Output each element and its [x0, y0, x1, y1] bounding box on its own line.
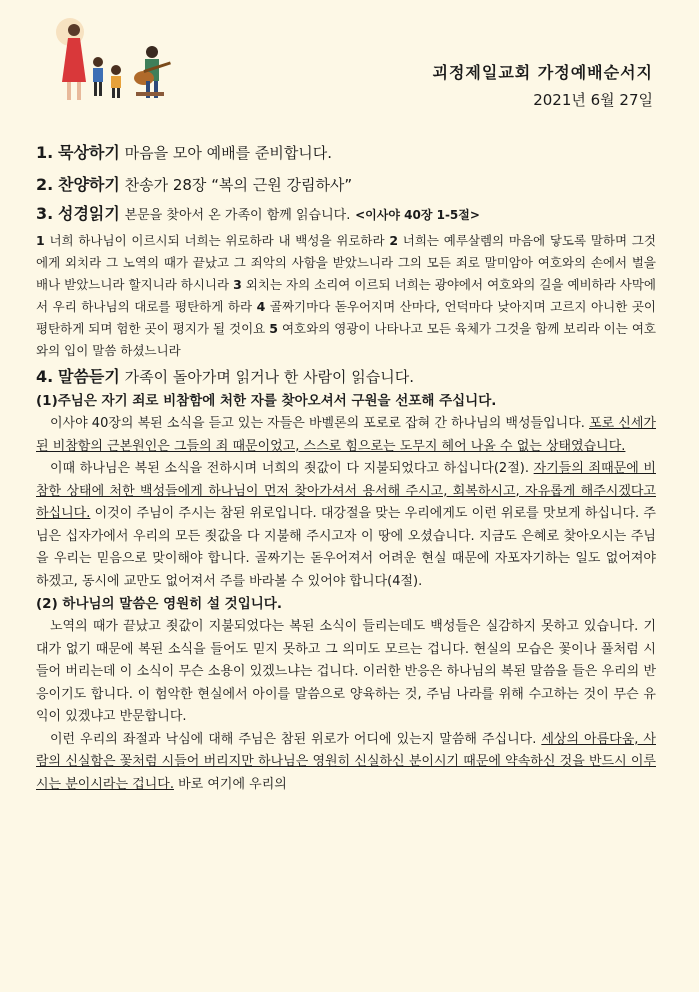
- step-desc: 가족이 돌아가며 읽거나 한 사람이 읽습니다.: [124, 368, 415, 386]
- underlined-text: 포로 신세가 된 비참함의 근본원인은 그들의 죄 때문이었고, 스스로 힘으로는 도무지 헤어 나올 수 없는 상태였습니다.: [36, 416, 656, 454]
- step-title: 성경읽기: [58, 204, 120, 223]
- underlined-text: 세상의 아름다움, 사람의 신실함은 꽃처럼 시들어 버리지만 하나님은 영원히 신실하신 분이시기 때문에 약속하신 것을 반드시 이루시는 분이시라는 겁니다.: [36, 731, 656, 792]
- scripture-reference: <이사야 40장 1-5절>: [355, 208, 480, 222]
- step-desc: 찬송가 28장 “복의 근원 강림하사”: [124, 176, 353, 194]
- church-title: 괴정제일교회 가정예배순서지: [432, 63, 653, 82]
- step-2: 2. 찬양하기 찬송가 28장 “복의 근원 강림하사”: [36, 175, 353, 194]
- sermon-paragraph: 노역의 때가 끝났고 죗값이 지불되었다는 복된 소식이 들리는데도 백성들은 실감하지 못하고 있습니다. 기대가 없기 때문에 복된 소식을 들어도 믿지 못하고 그 의미도 모르는 겁니다. 현실의 모습은 꽃이나 풀처럼 시들어 버리는데 이 소식이 무슨 소용이 있겠느냐는 겁니다. 이러한 반응은 하나님의 복된 말씀을 들은 우리의 반응이기도 합니다. 이 험악한 현실에서 아이를 말씀으로 양육하는 것, 주님 나라를 위해 수고하는 것이 무슨 유익이 있겠냐고 반문합니다.: [36, 619, 656, 724]
- step-title: 말씀듣기: [58, 367, 120, 386]
- main-content: [36, 140, 656, 796]
- underlined-text: 자기들의 죄때문에 비참한 상태에 처한 백성들에게 하나님이 먼저 찾아가셔서 용서해 주시고, 회복하시고, 자유롭게 해주시겠다고 하십니다.: [36, 461, 656, 521]
- sermon-paragraph: 이때 하나님은 복된 소식을 전하시며 너희의 죗값이 다 지불되었다고 하십니다(2절). 자기들의 죄때문에 비참한 상태에 처한 백성들에게 하나님이 먼저 찾아가셔서 용서해 주시고, 회복하시고, 자유롭게 해주시겠다고 하십니다. 이것이 주님이 주시는 참된 위로입니다. 대강절을 맞는 우리에게도 이런 위로를 맛보게 하십니다. 주님은 십자가에서 우리의 모든 죗값을 다 지불해 주시고자 이 땅에 오셨습니다. 지금도 은혜로 찾아오시는 주님을 우리는 믿음으로 맞이해야 합니다. 골짜기는 돋우어져서 어려운 현실 때문에 자포자기하는 일도 없어져야 하겠고, 동시에 교만도 없어져서 주를 바라볼 수 있어야 합니다(4절).: [36, 461, 656, 589]
- scripture-text: 1 너희 하나님이 이르시되 너희는 위로하라 내 백성을 위로하라 2 너희는 예루살렘의 마음에 닿도록 말하며 그것에게 외치라 그 노역의 때가 끝났고 그 죄악의 사함을 받았느니라 그의 모든 죄로 말미암아 여호와의 손에서 벌을 배나 받았느니라 할지니라 하시니라 3 외치는 자의 소리여 이르되 너희는 광야에서 여호와의 길을 예비하라 사막에서 우리 하나님의 대로를 평탄하게 하라 4 골짜기마다 돋우어지며 산마다, 언덕마다 낮아지며 고르지 아니한 곳이 평탄하게 되며 험한 곳이 평지가 될 것이요 5 여호와의 영광이 나타나고 모든 육체가 그것을 함께 보리라 이는 여호와의 입이 말씀 하셨느니라: [36, 233, 657, 358]
- step-desc: 마음을 모아 예배를 준비합니다.: [124, 144, 333, 162]
- step-title: 묵상하기: [58, 143, 120, 162]
- step-1: 1. 묵상하기 마음을 모아 예배를 준비합니다.: [36, 143, 333, 162]
- sermon-paragraph: 이런 우리의 좌절과 낙심에 대해 주님은 참된 위로가 어디에 있는지 말씀해 주십니다. 세상의 아름다움, 사람의 신실함은 꽃처럼 시들어 버리지만 하나님은 영원히 신실하신 분이시기 때문에 약속하신 것을 반드시 이루시는 분이시라는 겁니다. 바로 여기에 우리의: [36, 731, 656, 792]
- service-date: 2021년 6월 27일: [533, 91, 653, 109]
- family-illustration: [40, 12, 200, 112]
- sermon-point-1: (1)주님은 자기 죄로 비참함에 처한 자를 찾아오셔서 구원을 선포해 주십니다.: [36, 393, 497, 409]
- step-3: 3. 성경읽기 본문을 찾아서 온 가족이 함께 읽습니다. <이사야 40장 1-5절>: [36, 204, 480, 223]
- step-4: 4. 말씀듣기 가족이 돌아가며 읽거나 한 사람이 읽습니다.: [36, 367, 415, 386]
- sermon-point-2: (2) 하나님의 말씀은 영원히 설 것입니다.: [36, 596, 282, 612]
- sermon-paragraph: 이사야 40장의 복된 소식을 듣고 있는 자들은 바벨론의 포로로 잡혀 간 하나님의 백성들입니다. 포로 신세가 된 비참함의 근본원인은 그들의 죄 때문이었고, 스스로 힘으로는 도무지 헤어 나올 수 없는 상태였습니다.: [36, 416, 656, 454]
- step-title: 찬양하기: [58, 175, 120, 194]
- step-desc: 본문을 찾아서 온 가족이 함께 읽습니다.: [124, 208, 351, 223]
